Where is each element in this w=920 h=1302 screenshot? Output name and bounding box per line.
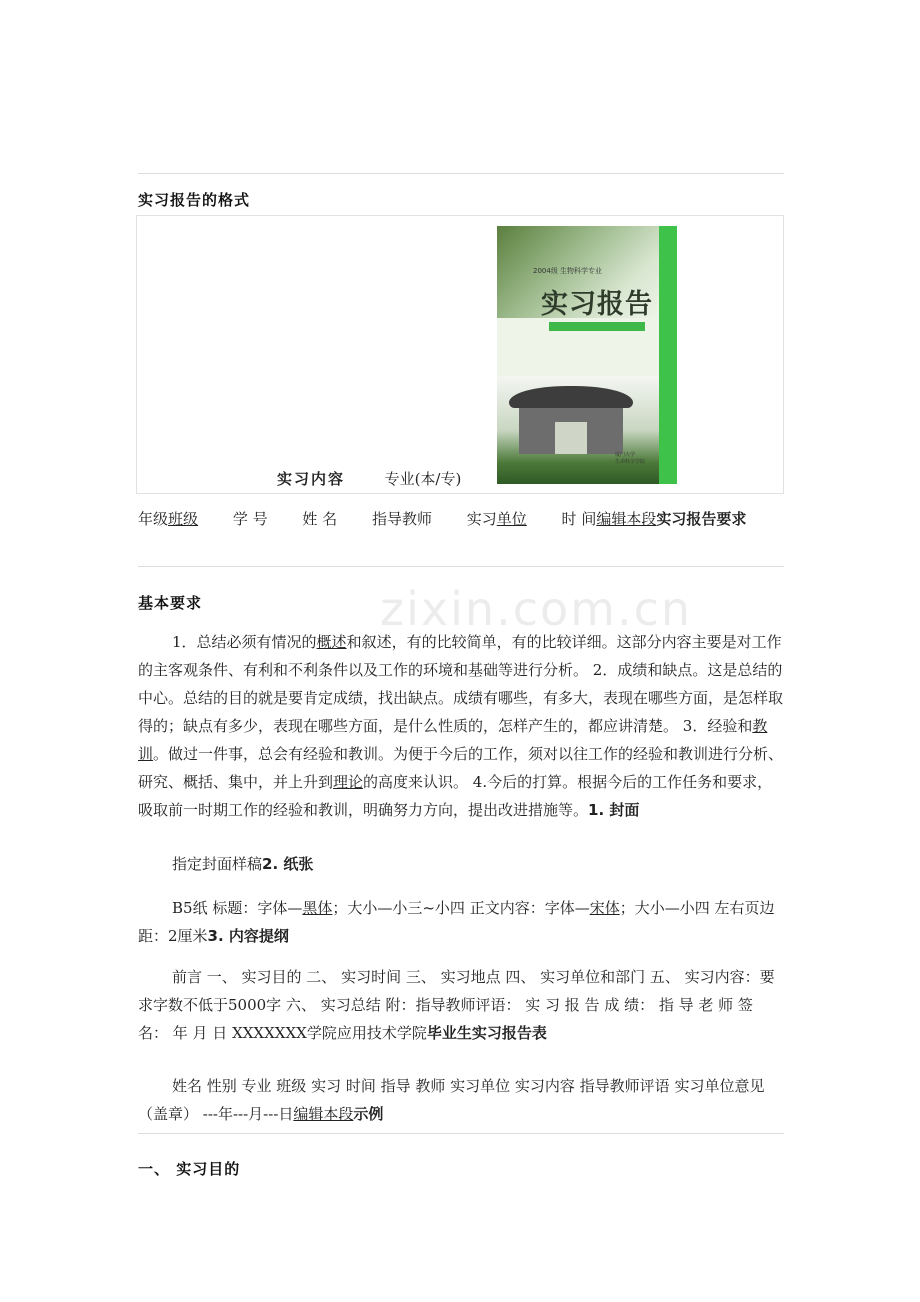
cover-seal: 厦门大学 生命科学学院	[615, 452, 646, 465]
paragraph-paper: B5纸 标题：字体—黑体；大小—小三~小四 正文内容：字体—宋体；大小—小四 左右页边距：2厘米3. 内容提纲	[138, 899, 775, 945]
cover-figure	[136, 215, 784, 494]
link-unit[interactable]: 单位	[496, 510, 527, 528]
paragraph-cover: 指定封面样稿2. 纸张	[172, 855, 314, 873]
paragraph-outline: 前言 一、 实习目的 二、 实习时间 三、 实习地点 四、 实习单位和部门 五、 实习内容：要求字数不低于5000字 六、 实习总结 附：指导教师评语： 实 习 报 告 成 绩： 指 导 老 师 签 名： 年 月 日 XXXXXXX学院应用技术学院毕业生实习报告表	[138, 968, 775, 1042]
cover-title: 实习报告	[541, 289, 653, 320]
divider-bottom	[138, 1133, 784, 1134]
top-divider	[138, 173, 784, 174]
requirements-heading: 实习报告要求	[656, 510, 747, 528]
figure-caption	[277, 468, 461, 489]
heading-paper: 2. 纸张	[262, 855, 314, 873]
link-theory[interactable]: 理论	[333, 773, 364, 791]
basic-heading: 基本要求	[138, 594, 203, 612]
heading-outline: 3. 内容提纲	[207, 927, 289, 945]
purpose-heading: 一、 实习目的	[138, 1160, 241, 1178]
cover-grade-line: 2004级 生物科学专业	[533, 267, 603, 275]
caption-content: 实习内容	[277, 470, 346, 488]
divider	[138, 566, 784, 567]
edit-section-link[interactable]: 编辑本段	[596, 510, 657, 528]
paragraph-table: 姓名 性别 专业 班级 实习 时间 指导 教师 实习单位 实习内容 指导教师评语 实习单位意见 （盖章） ---年---月---日编辑本段示例	[138, 1077, 765, 1123]
cover-image	[497, 226, 677, 484]
caption-major: 专业(本/专)	[384, 470, 462, 488]
heading-cover: 1. 封面	[588, 801, 640, 819]
heading-example: 示例	[353, 1105, 384, 1123]
link-lesson[interactable]: 教训	[138, 717, 768, 763]
link-heiti[interactable]: 黑体	[302, 899, 333, 917]
link-class[interactable]: 班级	[168, 510, 199, 528]
heading-report-table: 毕业生实习报告表	[426, 1024, 547, 1042]
link-overview[interactable]: 概述	[316, 633, 347, 651]
section-title: 实习报告的格式	[138, 191, 251, 209]
link-songti[interactable]: 宋体	[589, 899, 620, 917]
meta-line: 年级班级 学 号 姓 名 指导教师 实习单位 时 间编辑本段实习报告要求	[138, 510, 747, 528]
watermark: zixin.com.cn	[380, 582, 693, 636]
edit-section-link-2[interactable]: 编辑本段	[293, 1105, 354, 1123]
paragraph-requirements: 1．总结必须有情况的概述和叙述，有的比较简单，有的比较详细。这部分内容主要是对工作的主客观条件、有利和不利条件以及工作的环境和基础等进行分析。 2．成绩和缺点。这是总结的中心。总结的目的就是要肯定成绩，找出缺点。成绩有哪些，有多大，表现在哪些方面，是怎样取得的；缺点有多少，表现在哪些方面，是什么性质的，怎样产生的，都应讲清楚。 3．经验和教训。做过一件事，总会有经验和教训。为便于今后的工作，须对以往工作的经验和教训进行分析、研究、概括、集中，并上升到理论的高度来认识。 4.今后的打算。根据今后的工作任务和要求，吸取前一时期工作的经验和教训，明确努力方向，提出改进措施等。1. 封面	[138, 633, 784, 819]
